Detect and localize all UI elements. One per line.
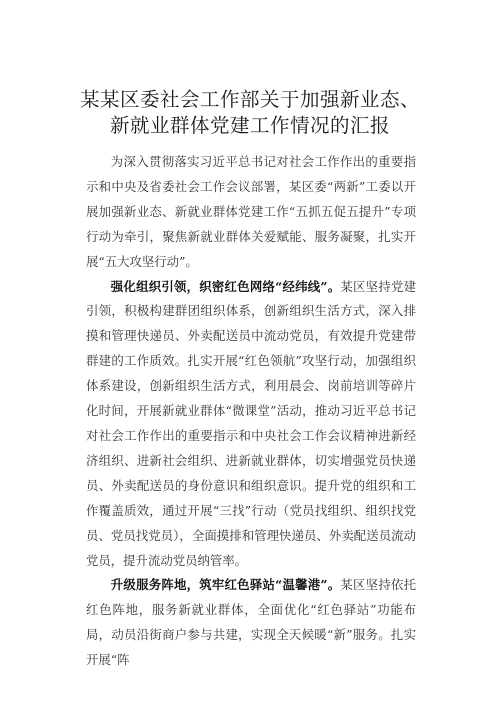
document-body [86,150,416,673]
paragraph-text: 某区坚持党建引领，积极构建群团组织体系，创新组织生活方式，深入排摸和管理快递员、外卖配送员中流动党员，有效提升党建带群建的工作质效。扎实开展“红色领航”攻坚行动，加强组织体系建设，创新组织生活方式，利用晨会、岗前培训等碎片化时间，开展新就业群体“微课堂”活动，推动习近平总书记对社会工作作出的重要指示和中央社会工作会议精神进新经济组织、进新社会组织、进新就业群体，切实增强党员快递员、外卖配送员的身份意识和组织意识。提升党的组织和工作覆盖质效，通过开展“三找”行动（党员找组织、组织找党员、党员找党员），全面摸排和管理快递员、外卖配送员流动党员，提升流动党员纳管率。 [86,278,416,568]
paragraph-text: 为深入贯彻落实习近平总书记对社会工作作出的重要指示和中央及省委社会工作会议部署，某区委“两新”工委以开展加强新业态、新就业群体党建工作“五抓五促五提升”专项行动为牵引，聚焦新就业群体关爱赋能、服务凝聚，扎实开展“五大攻坚行动”。 [86,154,416,269]
paragraph-text: 某区坚持依托红色阵地，服务新就业群体，全面优化“红色驿站”功能布局，动员沿街商户参与共建，实现全天候暖“新”服务。扎实开展“阵 [86,577,416,668]
paragraph-intro [86,150,416,275]
paragraph-lead: 强化组织引领，织密红色网络“经纬线”。 [110,278,341,294]
document-title-line-2: 新就业群体党建工作情况的汇报 [109,114,390,137]
paragraph-lead: 升级服务阵地，筑牢红色驿站“温馨港”。 [110,577,341,593]
paragraph-service [86,573,416,673]
paragraph-organization [86,275,416,574]
document-title-line-1: 某某区委社会工作部关于加强新业态、 [79,88,420,111]
